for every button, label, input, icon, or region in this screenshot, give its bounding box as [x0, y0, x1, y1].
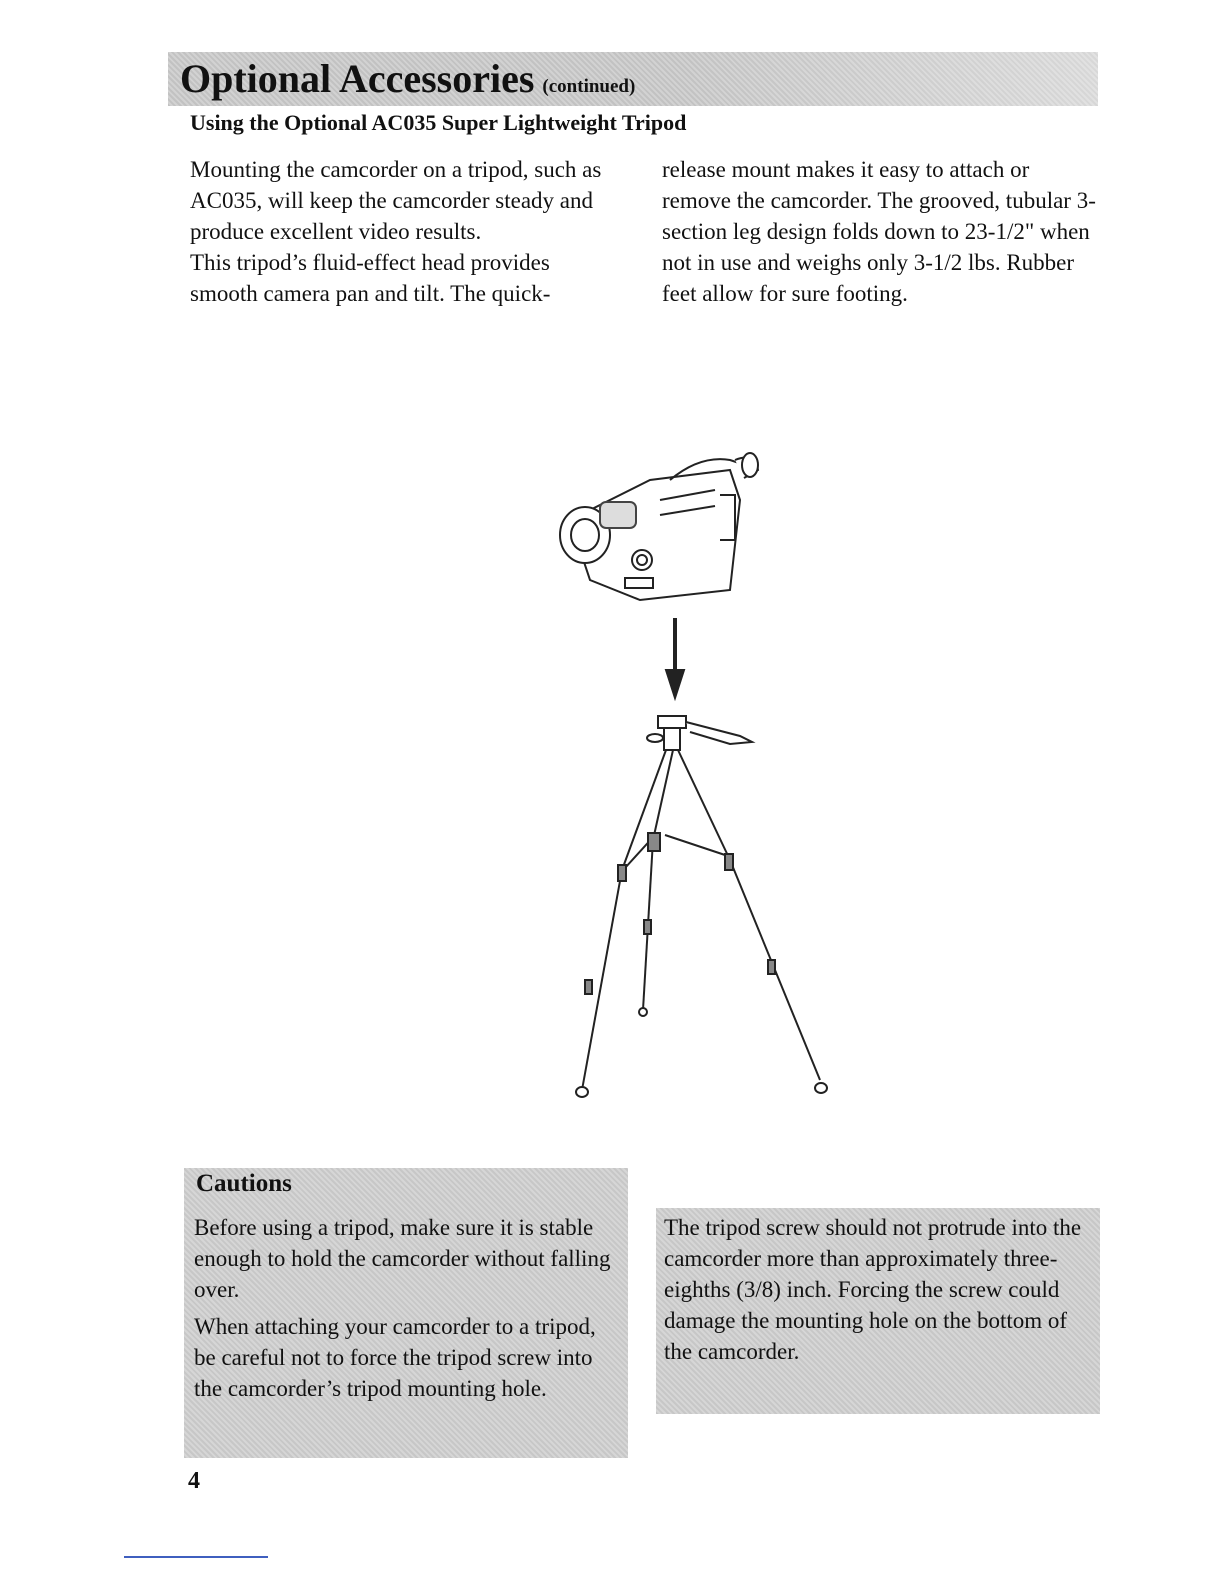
caution-paragraph: Before using a tripod, make sure it is stable enough to hold the camcorder without falling over.	[194, 1215, 611, 1302]
title-continued: (continued)	[542, 76, 636, 97]
body-paragraph: release mount makes it easy to attach or remove the camcorder. The grooved, tubular 3-section leg design folds down to 23-1/2" when not in use and weighs only 3-1/2 lbs. Rubber feet allow for sure footing.	[662, 157, 1096, 306]
page-title	[180, 52, 635, 106]
cautions-left-text	[194, 1212, 614, 1410]
caution-paragraph: The tripod screw should not protrude into the camcorder more than approximately three-eighths (3/8) inch. Forcing the screw could damage the mounting hole on the bottom of the camcorder.	[664, 1215, 1082, 1364]
footer-rule	[124, 1556, 268, 1558]
body-paragraph: This tripod’s fluid-effect head provides smooth camera pan and tilt. The quick-	[190, 250, 551, 306]
title-text: Optional Accessories	[180, 56, 535, 101]
caution-paragraph: When attaching your camcorder to a tripod, be careful not to force the tripod screw into the camcorder’s tripod mounting hole.	[194, 1314, 596, 1401]
cautions-heading: Cautions	[196, 1170, 292, 1197]
cautions-right-text	[664, 1212, 1084, 1373]
camcorder-tripod-illustration	[530, 440, 870, 1140]
tripod-drawing	[576, 716, 827, 1097]
camcorder-drawing	[560, 453, 758, 600]
body-left-column	[190, 154, 620, 309]
section-title: Using the Optional AC035 Super Lightweight Tripod	[190, 110, 687, 135]
body-paragraph: Mounting the camcorder on a tripod, such as AC035, will keep the camcorder steady and produce excellent video results.	[190, 157, 602, 244]
page-number: 4	[188, 1468, 200, 1494]
down-arrow-icon	[666, 618, 684, 698]
body-right-column	[662, 154, 1102, 309]
